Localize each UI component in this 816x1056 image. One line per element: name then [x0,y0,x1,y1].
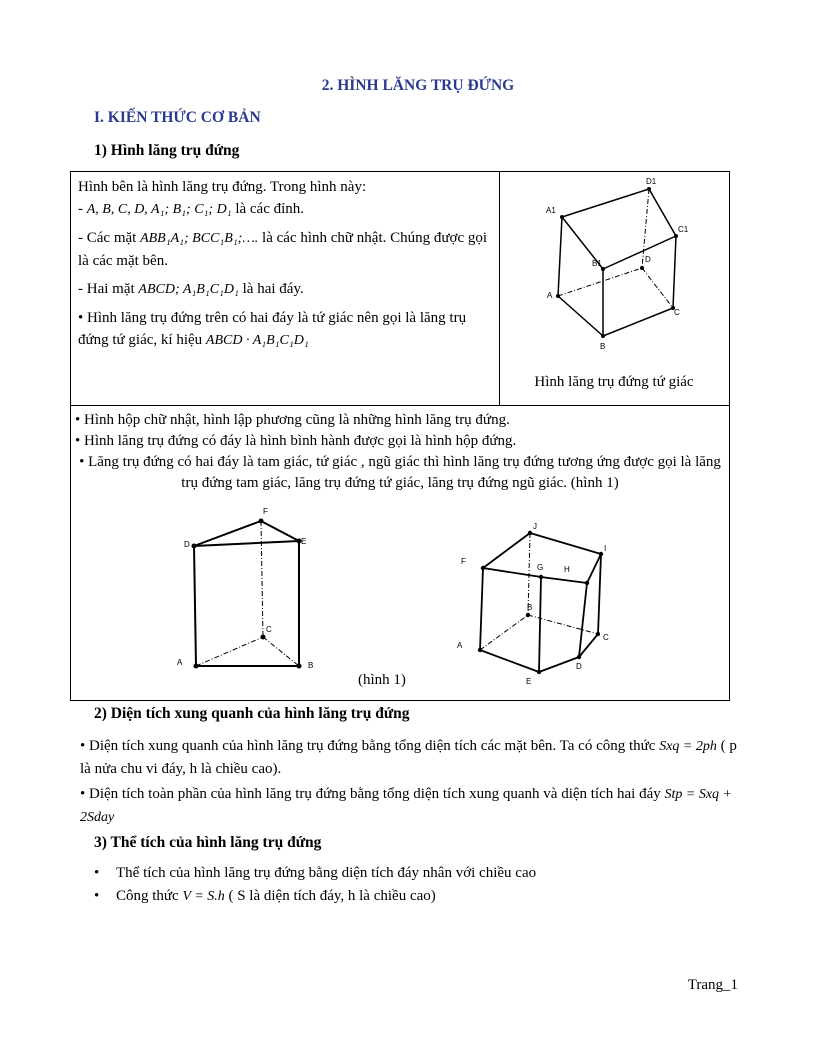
page-number: Trang_1 [687,977,738,993]
bullet-2: • Hình lăng trụ đứng có đáy là hình bình hành được gọi là hình hộp đứng. [75,433,517,449]
label-d1: D1 [646,177,657,186]
label-i: I [604,544,607,553]
label-b-tri: B [308,661,314,670]
formula-volume: V = S.h [182,889,225,904]
label-j: J [533,522,537,531]
label-b: B [600,342,606,351]
label-c-pent: C [603,633,609,642]
pentagonal-prism-figure [453,520,638,690]
triangular-prism-figure [171,500,321,672]
label-g: G [537,563,544,572]
label-a-pent: A [457,641,463,650]
formula-stp: Stp = Sxq + 2Sday [80,787,732,825]
area-paragraph-1: • Diện tích xung quanh của hình lăng trụ đứng bằng tổng diện tích các mặt bên. Ta có công thức Sxq = 2ph ( p là nửa chu vi đáy, h là chiều cao). [80,738,737,777]
label-b-pent: B [527,603,533,612]
label-c: C [674,308,680,317]
definition-table [70,171,730,701]
label-d-pent: D [576,662,582,671]
bullet-1: • Hình hộp chữ nhật, hình lập phương cũng là những hình lăng trụ đứng. [75,412,510,428]
label-d-tri: D [184,540,190,549]
definition-text: Hình bên là hình lăng trụ đứng. Trong hình này: - A, B, C, D, A₁; B₁; C₁; D₁ là các đỉnh. - Các mặt ABB₁A₁; BCC₁B₁;…. là các hình chữ nhật. Chúng được gọi là các mặt bên. - Hai mặt ABCD; A₁B₁C₁D₁ là hai đáy. • Hình lăng trụ đứng trên có hai đáy là tứ giác nên gọi là lăng trụ đứng tứ giác, kí hiệu ABCD · A₁B₁C₁D₁ [78,179,488,348]
figure-1-caption: (hình 1) [358,672,406,688]
subheading-volume: 3) Thể tích của hình lăng trụ đứng [94,834,322,851]
label-e-pent: E [526,677,532,686]
vertices-math: A, B, C, D, A₁; B₁; C₁; D₁ [86,202,232,217]
quad-prism-figure [501,174,727,372]
formula-sxq: Sxq = 2ph [659,739,717,754]
bullet-3: • Lăng trụ đứng có hai đáy là tam giác, tứ giác , ngũ giác thì hình lăng trụ đứng tương ứng được gọi là lăng trụ đứng tam giác, lăng trụ đứng tứ giác, lăng trụ đứng ngũ giác. (hình 1) [79,454,721,491]
label-h: H [564,565,570,574]
intro-text: Hình bên là hình lăng trụ đứng. Trong hình này: [78,179,367,195]
label-f-pent: F [461,557,466,566]
label-c1: C1 [678,225,689,234]
quad-figure-caption: Hình lăng trụ đứng tứ giác [534,374,694,390]
label-c-tri: C [266,625,272,634]
area-paragraph-2: • Diện tích toàn phần của hình lăng trụ đứng bằng tổng diện tích xung quanh và diện tích hai đáy Stp = Sxq + 2Sday [80,786,732,825]
subheading-prism: 1) Hình lăng trụ đứng [94,142,240,159]
subheading-area: 2) Diện tích xung quanh của hình lăng trụ đứng [94,705,410,722]
label-a-tri: A [177,658,183,667]
volume-item-1: • Thể tích của hình lăng trụ đứng bằng diện tích đáy nhân với chiều cao [94,865,537,881]
label-b1: B1 [592,259,602,268]
label-a1: A1 [546,206,556,215]
faces-math: ABB₁A₁; BCC₁B₁;…. [140,231,259,246]
page-title: 2. HÌNH LĂNG TRỤ ĐỨNG [321,77,515,94]
volume-item-2: • Công thức V = S.h ( S là diện tích đáy, h là chiều cao) [94,888,436,904]
bases-math: ABCD; A₁B₁C₁D₁ [138,282,239,297]
label-d: D [645,255,651,264]
notation-math: ABCD · A₁B₁C₁D₁ [205,333,309,348]
label-e-tri: E [301,537,307,546]
section-heading: I. KIẾN THỨC CƠ BẢN [94,109,261,126]
label-a: A [547,291,553,300]
label-f: F [263,507,268,516]
